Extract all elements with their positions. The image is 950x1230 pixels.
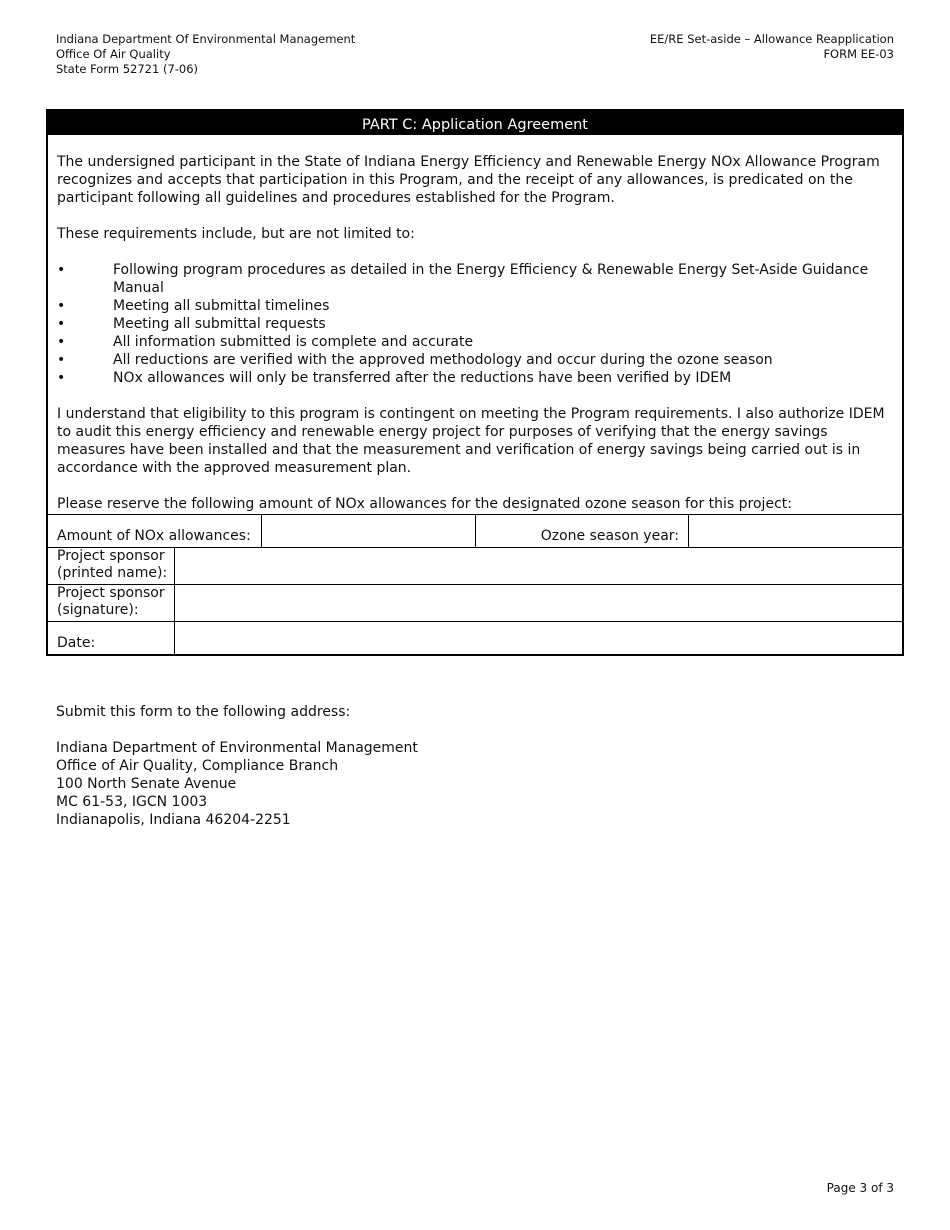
date-label: Date: — [48, 622, 175, 654]
sponsor-name-label: Project sponsor (printed name): — [48, 548, 175, 584]
requirement-text: Meeting all submittal requests — [113, 316, 326, 332]
bullet-icon: • — [57, 370, 66, 386]
requirements-intro: These requirements include, but are not limited to: — [57, 226, 415, 242]
section-title: PART C: Application Agreement — [48, 111, 902, 135]
intro-paragraph: The undersigned participant in the State of Indiana Energy Efficiency and Renewable Energy NOx Allowance Program recognizes and accepts that participation in this Program, and the receipt of any allowances, is predicated on the participant following all guidelines and procedures established for the Program. — [57, 154, 880, 206]
address-line: Indianapolis, Indiana 46204-2251 — [56, 812, 291, 828]
requirement-text: All information submitted is complete and accurate — [113, 334, 474, 350]
bullet-icon: • — [57, 352, 66, 368]
agreement-text — [48, 135, 902, 514]
state-form-number: State Form 52721 (7-06) — [56, 62, 199, 76]
bullet-icon: • — [57, 298, 66, 314]
reserve-paragraph: Please reserve the following amount of NOx allowances for the designated ozone season for this project: — [57, 496, 792, 512]
list-item — [57, 315, 892, 333]
form-number: FORM EE-03 — [823, 47, 894, 61]
header-form-block — [650, 32, 894, 62]
allowance-row — [48, 514, 902, 547]
list-item — [57, 333, 892, 351]
date-row — [48, 621, 902, 654]
submission-address-block — [56, 703, 418, 829]
date-field[interactable] — [175, 622, 902, 654]
list-item — [57, 297, 892, 315]
ozone-year-field[interactable] — [689, 515, 902, 547]
requirement-text: Meeting all submittal timelines — [113, 298, 330, 314]
list-item — [57, 369, 892, 387]
requirement-text: NOx allowances will only be transferred after the reductions have been verified by IDEM — [113, 370, 732, 386]
address-line: Indiana Department of Environmental Management — [56, 740, 418, 756]
requirement-text: Following program procedures as detailed in the Energy Efficiency & Renewable Energy Set-Aside Guidance Manual — [113, 262, 869, 296]
bullet-icon: • — [57, 334, 66, 350]
sponsor-signature-field[interactable] — [175, 585, 902, 621]
address-line: Office of Air Quality, Compliance Branch — [56, 758, 339, 774]
office-name: Office Of Air Quality — [56, 47, 171, 61]
nox-amount-field[interactable] — [262, 515, 476, 547]
sponsor-name-field[interactable] — [175, 548, 902, 584]
bullet-icon: • — [57, 316, 66, 332]
submit-intro: Submit this form to the following address: — [56, 704, 351, 720]
requirement-text: All reductions are verified with the approved methodology and occur during the ozone season — [113, 352, 773, 368]
authorization-paragraph: I understand that eligibility to this program is contingent on meeting the Program requirements. I also authorize IDEM to audit this energy efficiency and renewable energy project for purposes of verifying that the energy savings measures have been installed and that the measurement and verification of energy savings being carried out is in accordance with the approved measurement plan. — [57, 406, 885, 476]
requirements-list — [57, 261, 892, 387]
bullet-icon: • — [57, 262, 66, 278]
header-agency-block — [56, 32, 355, 77]
application-agreement-section — [46, 109, 904, 656]
form-title: EE/RE Set-aside – Allowance Reapplication — [649, 32, 894, 46]
ozone-year-label: Ozone season year: — [476, 515, 689, 547]
page-number: Page 3 of 3 — [826, 1181, 894, 1195]
sponsor-signature-row — [48, 584, 902, 621]
sponsor-signature-label: Project sponsor (signature): — [48, 585, 175, 621]
list-item — [57, 351, 892, 369]
address-line: 100 North Senate Avenue — [56, 776, 237, 792]
address-line: MC 61-53, IGCN 1003 — [56, 794, 208, 810]
list-item — [57, 261, 892, 297]
agency-name: Indiana Department Of Environmental Management — [56, 32, 356, 46]
sponsor-name-row — [48, 547, 902, 584]
blank-line — [56, 721, 418, 739]
nox-amount-label: Amount of NOx allowances: — [48, 515, 262, 547]
